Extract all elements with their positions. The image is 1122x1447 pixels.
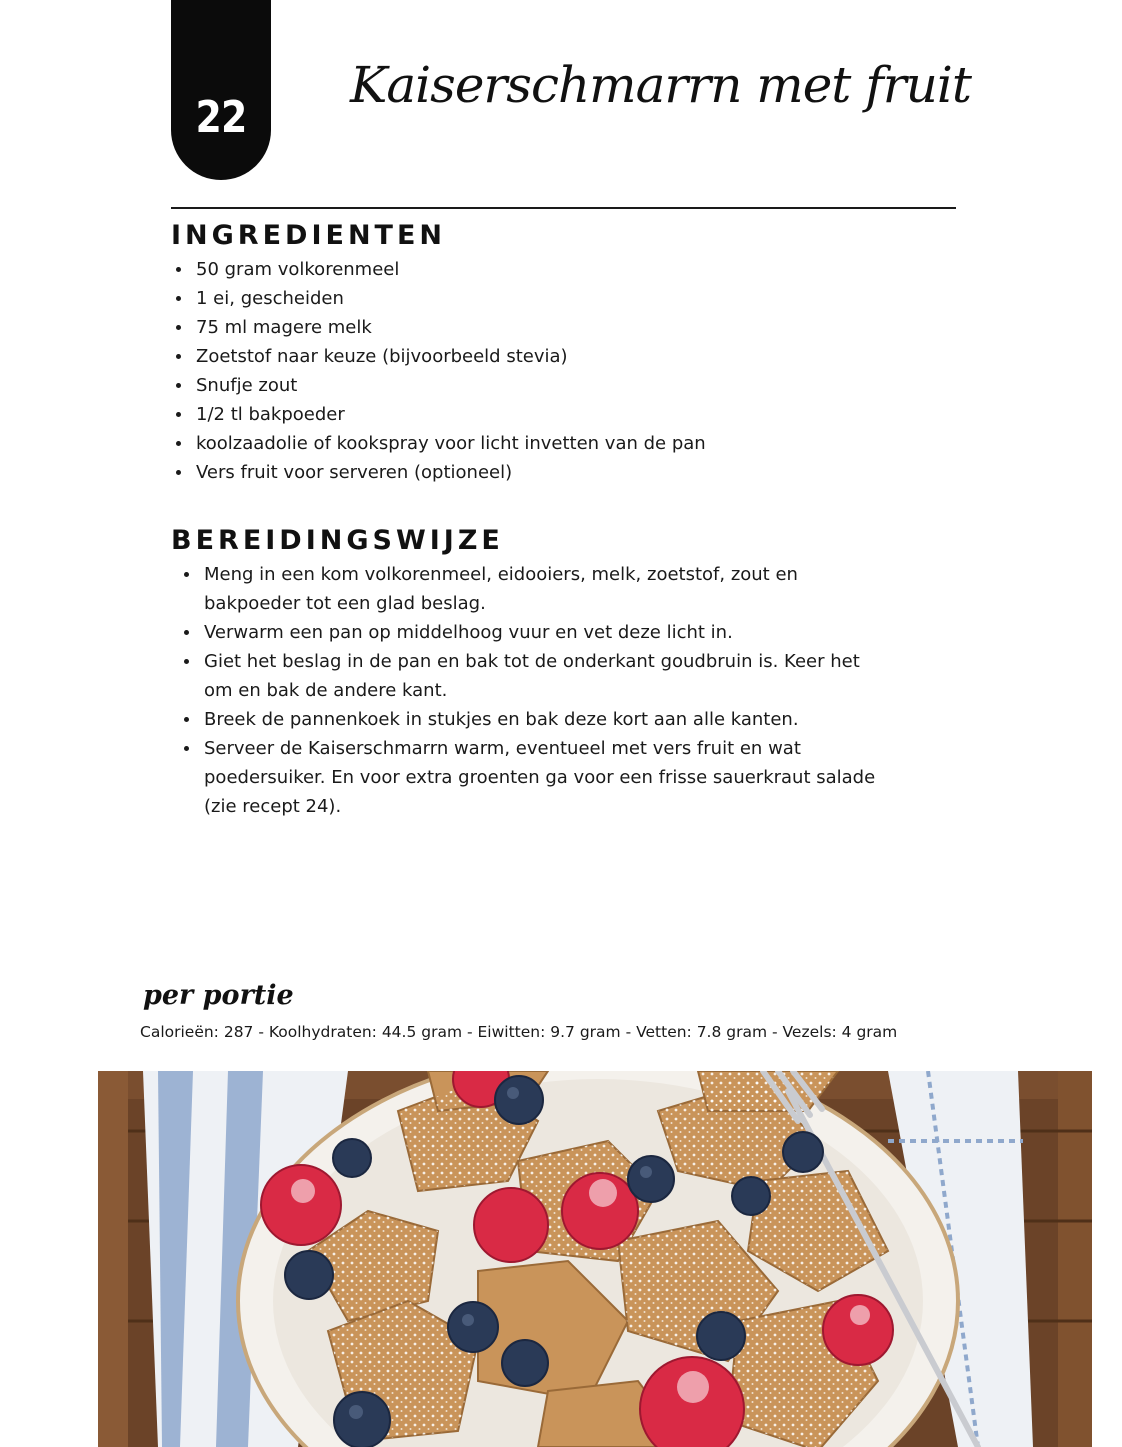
bullet-icon <box>184 572 189 577</box>
ingredient-item <box>171 255 706 284</box>
bullet-icon <box>176 296 181 301</box>
method-step-line: om en bak de andere kant. <box>204 680 448 701</box>
nutrition-info: Calorieën: 287 - Koolhydraten: 44.5 gram - Eiwitten: 9.7 gram - Vetten: 7.8 gram - Vezels: 4 gram <box>140 1023 898 1041</box>
method-step-line: bakpoeder tot een glad beslag. <box>204 593 486 614</box>
ingredient-item <box>171 458 706 487</box>
bullet-icon <box>184 659 189 664</box>
title-divider <box>171 207 956 209</box>
kaiserschmarrn-photo <box>98 1071 1092 1447</box>
ingredient-item <box>171 371 706 400</box>
ingredient-item <box>171 284 706 313</box>
ingredients-list <box>171 255 706 487</box>
recipe-title: Kaiserschmarrn met fruit <box>350 56 971 114</box>
recipe-photo <box>98 1071 1092 1447</box>
bullet-icon <box>176 325 181 330</box>
ingredients-heading: INGREDIENTEN <box>171 220 446 251</box>
bullet-icon <box>176 267 181 272</box>
ingredient-text: 75 ml magere melk <box>196 317 372 338</box>
ingredient-text: koolzaadolie of kookspray voor licht invetten van de pan <box>196 433 706 454</box>
ingredient-item <box>171 313 706 342</box>
ingredient-text: Zoetstof naar keuze (bijvoorbeeld stevia) <box>196 346 568 367</box>
method-step <box>179 647 875 705</box>
bullet-icon <box>176 354 181 359</box>
bullet-icon <box>184 630 189 635</box>
method-list <box>179 560 875 821</box>
ingredient-item <box>171 429 706 458</box>
bullet-icon <box>176 412 181 417</box>
per-portion-label: per portie <box>143 980 294 1011</box>
ingredient-text: 1 ei, gescheiden <box>196 288 344 309</box>
ingredient-item <box>171 342 706 371</box>
method-step-line: Giet het beslag in de pan en bak tot de onderkant goudbruin is. Keer het <box>204 651 860 672</box>
recipe-number-badge <box>171 0 271 180</box>
method-step <box>179 618 875 647</box>
ingredient-text: 1/2 tl bakpoeder <box>196 404 345 425</box>
method-step <box>179 705 875 734</box>
bullet-icon <box>184 717 189 722</box>
ingredient-item <box>171 400 706 429</box>
method-step-line: poedersuiker. En voor extra groenten ga voor een frisse sauerkraut salade <box>204 767 876 788</box>
method-step <box>179 560 875 618</box>
method-step-line: Verwarm een pan op middelhoog vuur en vet deze licht in. <box>204 622 733 643</box>
method-step <box>179 734 875 821</box>
method-step-line: Serveer de Kaiserschmarrn warm, eventueel met vers fruit en wat <box>204 738 801 759</box>
bullet-icon <box>176 470 181 475</box>
method-step-line: Meng in een kom volkorenmeel, eidooiers, melk, zoetstof, zout en <box>204 564 798 585</box>
ingredient-text: 50 gram volkorenmeel <box>196 259 400 280</box>
method-step-line: (zie recept 24). <box>204 796 342 817</box>
bullet-icon <box>176 383 181 388</box>
ingredient-text: Snufje zout <box>196 375 298 396</box>
recipe-number: 22 <box>195 92 247 143</box>
method-step-line: Breek de pannenkoek in stukjes en bak deze kort aan alle kanten. <box>204 709 799 730</box>
bullet-icon <box>176 441 181 446</box>
ingredient-text: Vers fruit voor serveren (optioneel) <box>196 462 513 483</box>
method-heading: BEREIDINGSWIJZE <box>171 525 504 556</box>
bullet-icon <box>184 746 189 751</box>
